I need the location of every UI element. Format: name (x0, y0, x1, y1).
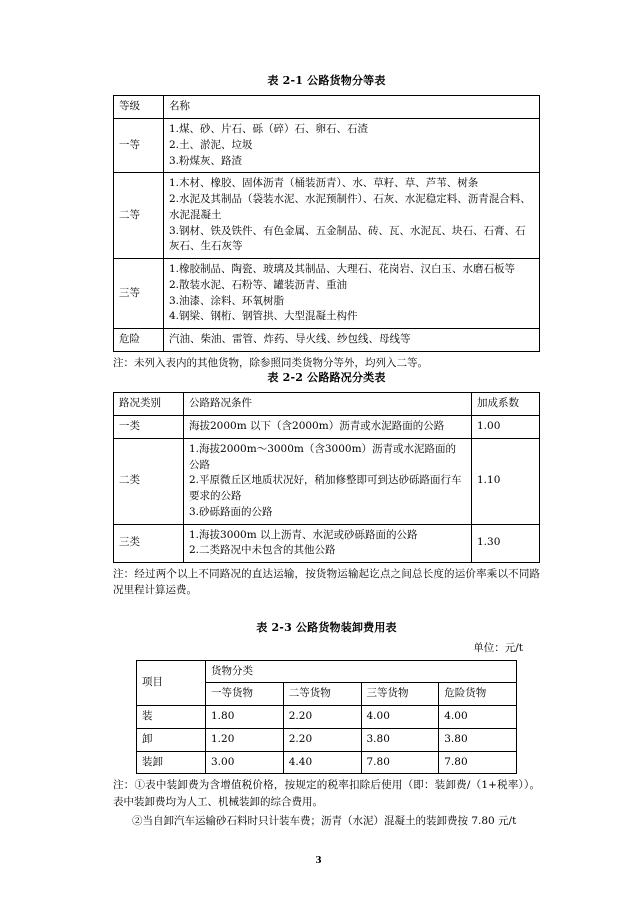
condition-cell (184, 524, 472, 563)
list-item: 2.平原微丘区地质状况好，稍加修整即可到达砂砾路面行车要求的公路 (189, 474, 462, 503)
name-cell (164, 119, 540, 173)
list-item: 2.土、淤泥、垃圾 (169, 138, 253, 151)
list-item: 1.木材、橡胶、固体沥青（桶装沥青）、水、草籽、草、芦苇、树条 (169, 177, 479, 190)
table-2-2-note: 注：经过两个以上不同路况的直达运输，按货物运输起讫点之间总长度的运价率乘以不同路况里程计算运费。 (113, 568, 540, 597)
table-header-row-group (137, 660, 517, 683)
table-header-row (114, 96, 540, 119)
name-cell (164, 173, 540, 259)
grade-cell: 危险 (114, 329, 164, 352)
factor-cell: 1.10 (472, 438, 540, 524)
table-row (137, 728, 517, 751)
table-2-1-title: 表 2-1 公路货物分等表 (267, 74, 386, 87)
column-header-item: 项目 (137, 660, 206, 706)
table-row (114, 416, 540, 439)
list-item: 2.水泥及其制品（袋装水泥、水泥预制件）、石灰、水泥稳定料、沥青混合料、水泥混凝土 (169, 193, 531, 221)
table-header-row (114, 393, 540, 416)
table-row (114, 119, 540, 173)
fee-value: 3.80 (439, 728, 517, 751)
table-2-2-title: 表 2-2 公路路况分类表 (267, 371, 386, 385)
column-header-road-condition: 公路路况条件 (184, 393, 472, 416)
list-item: 4.钢梁、钢桁、钢管拱、大型混凝土构件 (169, 310, 358, 323)
list-item: 3.粉煤灰、路渣 (169, 154, 243, 167)
fee-value: 2.20 (283, 706, 361, 729)
column-header-grade: 等级 (114, 96, 164, 119)
column-header-name: 名称 (164, 96, 540, 119)
table-row (114, 259, 540, 329)
column-header-cargo-class: 货物分类 (206, 660, 517, 683)
list-item: 汽油、柴油、雷管、炸药、导火线、纱包线、母线等 (169, 333, 411, 346)
fee-value: 3.80 (361, 728, 439, 751)
list-item: 海拔2000m 以下（含2000m）沥青或水泥路面的公路 (189, 420, 445, 433)
table-2-3 (136, 660, 517, 775)
row-label: 装 (137, 706, 206, 729)
fee-value: 4.00 (361, 706, 439, 729)
table-2-2 (113, 392, 540, 563)
table-2-3-title: 表 2-3 公路货物装卸费用表 (256, 620, 397, 634)
fee-value: 4.00 (439, 706, 517, 729)
condition-cell (184, 438, 472, 524)
fee-value: 7.80 (361, 751, 439, 774)
grade-cell: 一等 (114, 119, 164, 173)
row-label: 卸 (137, 728, 206, 751)
table-row (114, 173, 540, 259)
list-item: 1.煤、砂、片石、砾（碎）石、卵石、石渣 (169, 123, 369, 136)
fee-value: 1.20 (206, 728, 284, 751)
list-item: 3.砂砾路面的公路 (189, 505, 273, 518)
column-header-grade-2: 二等货物 (283, 683, 361, 706)
factor-cell: 1.30 (472, 524, 540, 563)
column-header-road-category: 路况类别 (114, 393, 184, 416)
table-row (137, 751, 517, 774)
table-2-3-unit: 单位：元/t (473, 641, 523, 654)
list-item: 2.散装水泥、石粉等、罐装沥青、重油 (169, 278, 348, 291)
column-header-factor: 加成系数 (472, 393, 540, 416)
grade-cell: 三等 (114, 259, 164, 329)
category-cell: 二类 (114, 438, 184, 524)
column-header-grade-1: 一等货物 (206, 683, 284, 706)
table-row (114, 329, 540, 352)
factor-cell: 1.00 (472, 416, 540, 439)
list-item: 1.海拔2000m～3000m（含3000m）沥青或水泥路面的公路 (189, 442, 457, 471)
fee-value: 2.20 (283, 728, 361, 751)
column-header-grade-3: 三等货物 (361, 683, 439, 706)
table-row (137, 706, 517, 729)
fee-value: 1.80 (206, 706, 284, 729)
column-header-grade-dangerous: 危险货物 (439, 683, 517, 706)
row-label: 装卸 (137, 751, 206, 774)
category-cell: 三类 (114, 524, 184, 563)
fee-value: 3.00 (206, 751, 284, 774)
table-2-1-note: 注：未列入表内的其他货物，除参照同类货物分等外，均列入二等。 (113, 356, 428, 369)
table-2-3-note-2: ②当自卸汽车运输砂石料时只计装车费；沥青（水泥）混凝土的装卸费按 7.80 元/t (132, 814, 517, 827)
list-item: 1.海拔3000m 以上沥青、水泥或砂砾路面的公路 (189, 528, 418, 541)
table-2-3-note-1: 注：①表中装卸费为含增值税价格，按规定的税率扣除后使用（即：装卸费/（1+税率））。表中装卸费均为人工、机械装卸的综合费用。 (113, 779, 540, 808)
name-cell (164, 259, 540, 329)
fee-value: 7.80 (439, 751, 517, 774)
category-cell: 一类 (114, 416, 184, 439)
fee-value: 4.40 (283, 751, 361, 774)
name-cell (164, 329, 540, 352)
list-item: 3.钢材、铁及铁件、有色金属、五金制品、砖、瓦、水泥瓦、块石、石膏、石灰石、生石灰等 (169, 224, 526, 253)
list-item: 2.二类路况中未包含的其他公路 (189, 544, 336, 557)
table-2-1 (113, 95, 540, 352)
list-item: 1.橡胶制品、陶瓷、玻璃及其制品、大理石、花岗岩、汉白玉、水磨石板等 (169, 263, 516, 276)
list-item: 3.油漆、涂料、环氧树脂 (169, 294, 285, 307)
condition-cell (184, 416, 472, 439)
page-number: 3 (315, 856, 322, 866)
grade-cell: 二等 (114, 173, 164, 259)
table-row (114, 438, 540, 524)
table-row (114, 524, 540, 563)
